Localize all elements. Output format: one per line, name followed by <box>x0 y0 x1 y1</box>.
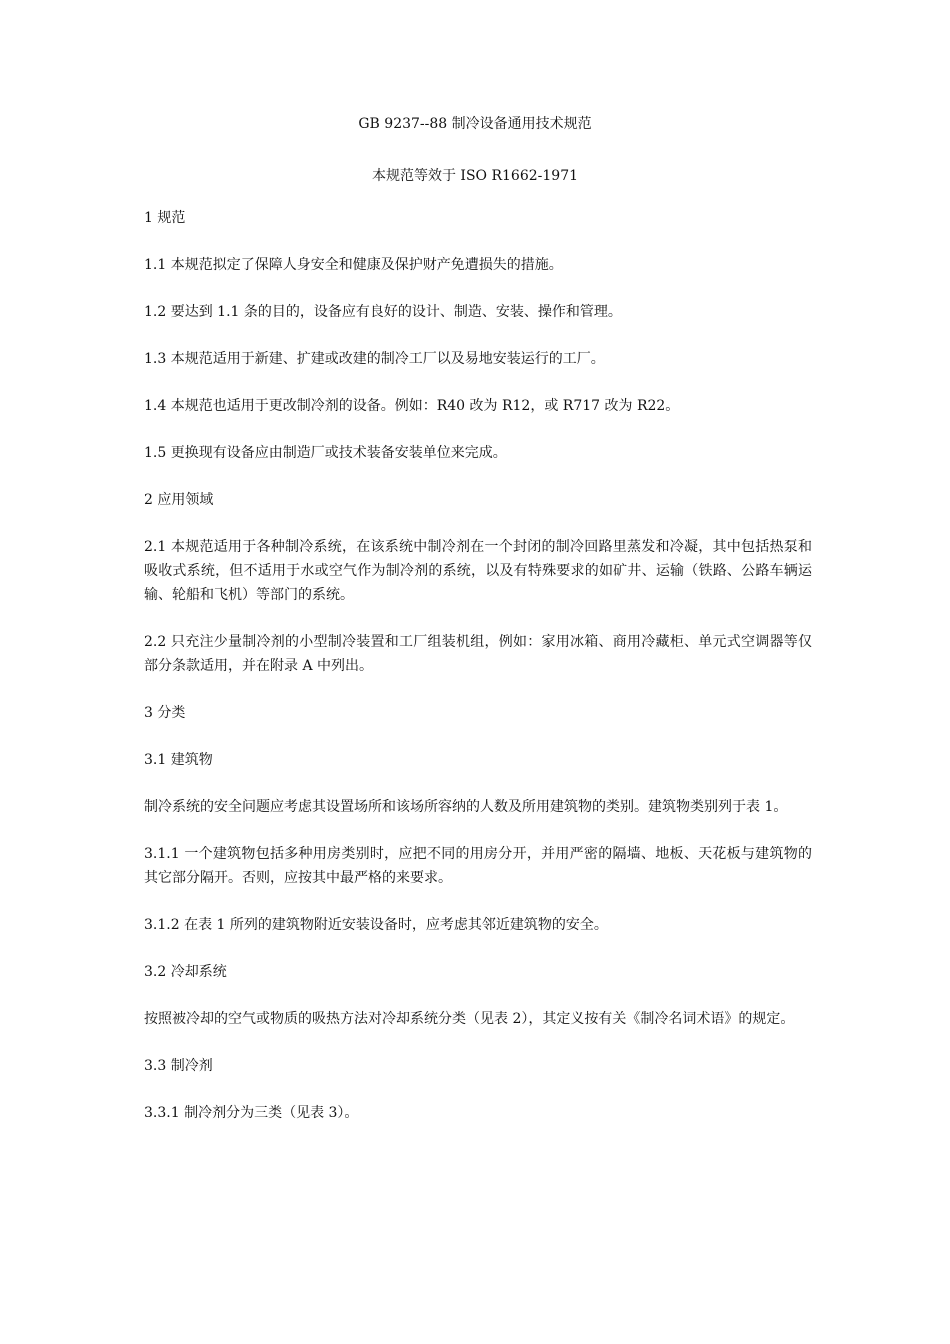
paragraph-3-1-intro: 制冷系统的安全问题应考虑其设置场所和该场所容纳的人数及所用建筑物的类别。建筑物类别列于表 1。 <box>144 799 788 815</box>
paragraph-2-2: 2.2 只充注少量制冷剂的小型制冷装置和工厂组装机组，例如：家用冰箱、商用冷藏柜、单元式空调器等仅部分条款适用，并在附录 A 中列出。 <box>144 634 812 674</box>
paragraph-1-4: 1.4 本规范也适用于更改制冷剂的设备。例如：R40 改为 R12，或 R717 改为 R22。 <box>144 398 680 414</box>
document-subtitle: 本规范等效于 ISO R1662-1971 <box>371 168 579 184</box>
subsection-heading-3-2: 3.2 冷却系统 <box>144 964 227 980</box>
paragraph-2-1: 2.1 本规范适用于各种制冷系统，在该系统中制冷剂在一个封闭的制冷回路里蒸发和冷凝，其中包括热泵和吸收式系统，但不适用于水或空气作为制冷剂的系统，以及有特殊要求的如矿井、运输（铁路、公路车辆运输、轮船和飞机）等部门的系统。 <box>144 539 812 603</box>
subsection-heading-3-1: 3.1 建筑物 <box>144 752 213 768</box>
paragraph-1-2: 1.2 要达到 1.1 条的目的，设备应有良好的设计、制造、安装、操作和管理。 <box>144 304 622 320</box>
document-title: GB 9237--88 制冷设备通用技术规范 <box>358 116 592 132</box>
paragraph-1-3: 1.3 本规范适用于新建、扩建或改建的制冷工厂以及易地安装运行的工厂。 <box>144 351 605 367</box>
subsection-heading-3-3: 3.3 制冷剂 <box>144 1058 213 1074</box>
paragraph-3-1-2: 3.1.2 在表 1 所列的建筑物附近安装设备时，应考虑其邻近建筑物的安全。 <box>144 917 608 933</box>
paragraph-3-3-1: 3.3.1 制冷剂分为三类（见表 3）。 <box>144 1105 359 1121</box>
paragraph-3-2-intro: 按照被冷却的空气或物质的吸热方法对冷却系统分类（见表 2），其定义按有关《制冷名词术语》的规定。 <box>144 1011 795 1027</box>
paragraph-1-5: 1.5 更换现有设备应由制造厂或技术装备安装单位来完成。 <box>144 445 507 461</box>
section-heading-3: 3 分类 <box>144 705 186 721</box>
document-body <box>144 206 812 1125</box>
paragraph-3-1-1: 3.1.1 一个建筑物包括多种用房类别时，应把不同的用房分开，并用严密的隔墙、地板、天花板与建筑物的其它部分隔开。否则，应按其中最严格的来要求。 <box>144 846 812 886</box>
paragraph-1-1: 1.1 本规范拟定了保障人身安全和健康及保护财产免遭损失的措施。 <box>144 257 563 273</box>
section-heading-1: 1 规范 <box>144 210 186 226</box>
section-heading-2: 2 应用领域 <box>144 492 214 508</box>
